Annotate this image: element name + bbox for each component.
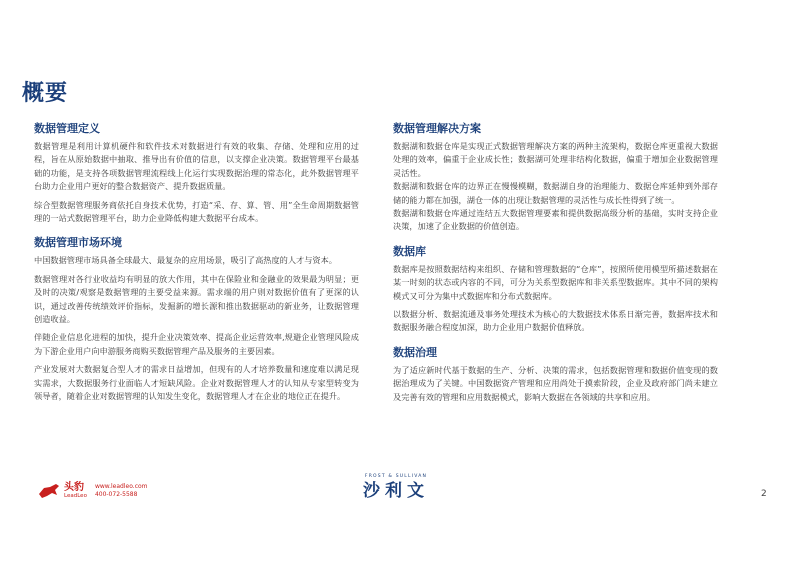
paragraph: 数据湖和数据仓库通过连结五大数据管理要素和提供数据高级分析的基础，实时支持企业决策，加速了企业数据的价值创造。: [393, 208, 718, 232]
frost-sullivan-cn: 沙利文: [363, 481, 429, 501]
leadleo-logo: [38, 482, 148, 500]
paragraph: 数据管理对各行业收益均有明显的放大作用，其中在保险业和金融业的效果最为明显；更及时的决策/观察是数据管理的主要受益来源。需求端的用户则对数据价值有了更深的认识，通过改善传统绩效评价指标，发掘新的增长源和推出数据驱动的新业务，让数据管理创造收益。: [34, 273, 359, 325]
section-heading-market-environment: 数据管理市场环境: [34, 236, 122, 250]
page-title: 概要: [22, 81, 69, 106]
section-heading-database: 数据库: [393, 244, 426, 258]
leadleo-en-name: LeadLeo: [64, 493, 87, 499]
paragraph: 伴随企业信息化进程的加快，提升企业决策效率、提高企业运营效率,规避企业管理风险成为下游企业用户向申游服务商购买数据管理产品及服务的主要因素。: [34, 332, 359, 356]
paragraph: 产业发展对大数据复合型人才的需求日益增加，但现有的人才培养数量和速度难以满足现实需求，大数据服务行业面临人才短缺风险。企业对数据管理人才的认知从专家型转变为领导者，随着企业对数据管理的认知发生变化，数据管理人才在企业的地位正在提升。: [34, 364, 359, 402]
frost-sullivan-logo: [356, 473, 436, 501]
leadleo-url: www.leadleo.com: [94, 483, 148, 490]
paragraph: 为了适应新时代基于数据的生产、分析、决策的需求，包括数据管理和数据价值变现的数据治理成为了关键。中国数据资产管理和应用尚处于摸索阶段，企业及政府部门尚未建立及完善有效的管理和应用数据模式，影响大数据在各领域的共享和应用。: [393, 364, 718, 402]
leadleo-phone: 400-072-5588: [94, 491, 138, 498]
paragraph: 数据库是按照数据结构来组织、存储和管理数据的“仓库”，按照所使用模型所描述数据在某一时刻的状态或内容的不同，可分为关系型数据库和非关系型数据库。其中不同的架构模式又可分为集中式数据库和分布式数据库。: [393, 263, 718, 301]
paragraph: 综合型数据管理服务商依托自身技术优势，打造“采、存、算、管、用”全生命周期数据管理的一站式数据管理平台，助力企业降低构建大数据平台成本。: [34, 199, 359, 224]
paragraph: 数据管理是利用计算机硬件和软件技术对数据进行有效的收集、存储、处理和应用的过程，旨在从原始数据中抽取、推导出有价值的信息，以支撑企业决策。数据管理平台最基础的功能，是支持各项数据管理流程线上化运行实现数据治理的常态化，此外数据管理平台助力企业用户更好的整合数据资产、提升数据质量。: [34, 141, 359, 192]
paragraph: 数据湖和数据仓库的边界正在慢慢模糊，数据湖自身的治理能力、数据仓库延伸到外部存储的能力都在加强，湖仓一体的出现让数据管理的灵活性与成长性得到了统一。: [393, 181, 718, 205]
section-heading-data-governance: 数据治理: [393, 345, 437, 359]
frost-sullivan-en: FROST & SULLIVAN: [364, 474, 428, 479]
section-heading-data-management-definition: 数据管理定义: [34, 122, 100, 135]
paragraph: 中国数据管理市场具备全球最大、最复杂的应用场景，吸引了高热度的人才与资本。: [34, 255, 337, 266]
right-column: [393, 122, 718, 409]
leopard-icon: [38, 482, 60, 500]
left-column: [34, 122, 359, 409]
paragraph: 以数据分析、数据流通及事务处理技术为核心的大数据技术体系日渐完善，数据库技术和数据服务融合程度加深，助力企业用户数据价值释放。: [393, 309, 718, 333]
section-heading-solutions: 数据管理解决方案: [393, 122, 481, 135]
page-number: 2: [761, 489, 767, 499]
leadleo-cn-name: 头豹: [64, 482, 84, 493]
paragraph: 数据湖和数据仓库是实现正式数据管理解决方案的两种主流架构，数据仓库更重视大数据处理的效率，偏重于企业成长性；数据湖可处理非结构化数据，偏重于增加企业数据管理灵活性。: [393, 141, 718, 178]
